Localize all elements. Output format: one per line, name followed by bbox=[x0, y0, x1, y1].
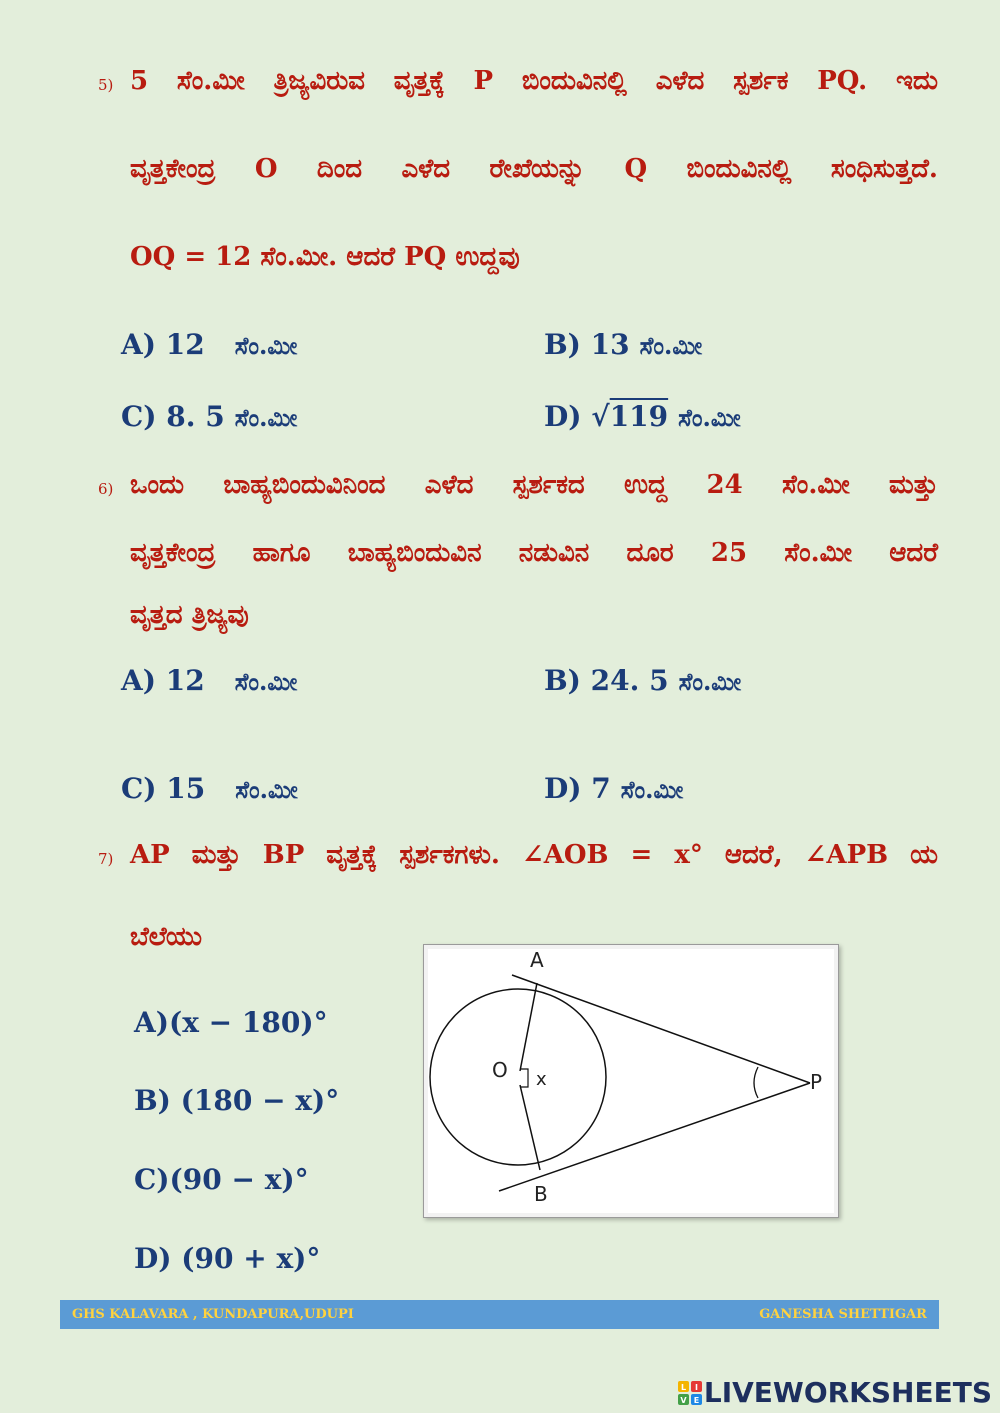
angle-aob-marker bbox=[520, 1069, 528, 1087]
q5-option-a-label: A) 12 bbox=[121, 328, 205, 361]
label-p: P bbox=[810, 1070, 823, 1094]
label-o: O bbox=[492, 1058, 508, 1082]
q7-option-a[interactable]: A)(x − 180)° bbox=[134, 1006, 328, 1039]
q6-option-c-label: C) 15 bbox=[121, 772, 206, 805]
q5-option-b-unit: ಸೆಂ.ಮೀ bbox=[639, 331, 703, 360]
q5-option-d-unit: ಸೆಂ.ಮೀ bbox=[678, 403, 741, 432]
radius-oa bbox=[520, 983, 537, 1071]
q6-option-c-unit: ಸೆಂ.ಮೀ bbox=[235, 775, 298, 804]
svg-text:E: E bbox=[693, 1396, 700, 1405]
tangent-bp bbox=[499, 1083, 810, 1191]
question-7-line-1: AP ಮತ್ತು BP ವೃತ್ತಕ್ಕೆ ಸ್ಪರ್ಶಕಗಳು. ∠AOB = x° ಆದರೆ, ∠APB ಯ bbox=[130, 840, 938, 870]
liveworksheets-logo-icon bbox=[678, 1381, 702, 1405]
q5-option-c-unit: ಸೆಂ.ಮೀ bbox=[234, 403, 298, 432]
q6-option-d[interactable] bbox=[544, 772, 683, 805]
question-5-line-3: OQ = 12 ಸೆಂ.ಮೀ. ಆದರೆ PQ ಉದ್ದವು bbox=[130, 242, 520, 272]
question-6-number: 6) bbox=[98, 480, 114, 498]
svg-text:L: L bbox=[680, 1383, 686, 1392]
tangent-ap bbox=[512, 975, 810, 1083]
tangent-diagram-svg bbox=[424, 945, 838, 1217]
svg-text:I: I bbox=[694, 1383, 698, 1392]
q5-option-a-unit: ಸೆಂ.ಮೀ bbox=[234, 331, 298, 360]
footer-author: GANESHA SHETTIGAR bbox=[759, 1307, 927, 1322]
q6-option-b-label: B) 24. 5 bbox=[544, 664, 669, 697]
question-6-line-1: ಒಂದು ಬಾಹ್ಯಬಿಂದುವಿನಿಂದ ಎಳೆದ ಸ್ಪರ್ಶಕದ ಉದ್ದ 24 ಸೆಂ.ಮೀ ಮತ್ತು bbox=[130, 470, 938, 500]
q7-option-d[interactable]: D) (90 + x)° bbox=[134, 1242, 321, 1275]
question-7-line-2: ಬೆಲೆಯು bbox=[130, 922, 202, 952]
liveworksheets-brand[interactable] bbox=[678, 1376, 992, 1410]
circle bbox=[430, 989, 606, 1165]
question-5-number: 5) bbox=[98, 76, 114, 94]
q5-option-d[interactable] bbox=[544, 400, 741, 433]
q6-option-a[interactable] bbox=[121, 664, 297, 697]
q5-option-a[interactable] bbox=[121, 328, 297, 361]
label-a: A bbox=[530, 948, 544, 972]
q5-option-b[interactable] bbox=[544, 328, 702, 361]
q7-option-b[interactable]: B) (180 − x)° bbox=[134, 1084, 340, 1117]
question-5-line-2: ವೃತ್ತಕೇಂದ್ರ O ದಿಂದ ಎಳೆದ ರೇಖೆಯನ್ನು Q ಬಿಂದುವಿನಲ್ಲಿ ಸಂಧಿಸುತ್ತದೆ. bbox=[130, 154, 938, 184]
q6-option-a-unit: ಸೆಂ.ಮೀ bbox=[234, 667, 298, 696]
q5-option-b-label: B) 13 bbox=[544, 328, 630, 361]
q6-option-d-label: D) 7 bbox=[544, 772, 611, 805]
question-7-number: 7) bbox=[98, 850, 114, 868]
label-b: B bbox=[534, 1182, 548, 1206]
tangent-diagram bbox=[423, 944, 839, 1218]
question-5-line-1: 5 ಸೆಂ.ಮೀ ತ್ರಿಜ್ಯವಿರುವ ವೃತ್ತಕ್ಕೆ P ಬಿಂದುವಿನಲ್ಲಿ ಎಳೆದ ಸ್ಪರ್ಶಕ PQ. ಇದು bbox=[130, 66, 938, 96]
q6-option-a-label: A) 12 bbox=[121, 664, 205, 697]
q6-option-d-unit: ಸೆಂ.ಮೀ bbox=[620, 775, 684, 804]
svg-text:V: V bbox=[680, 1396, 687, 1405]
angle-apb-marker bbox=[754, 1067, 758, 1098]
label-x: x bbox=[536, 1069, 547, 1090]
q5-option-c-label: C) 8. 5 bbox=[121, 400, 225, 433]
footer-school: GHS KALAVARA , KUNDAPURA,UDUPI bbox=[72, 1307, 354, 1322]
radius-ob bbox=[520, 1085, 540, 1170]
q6-option-b[interactable] bbox=[544, 664, 741, 697]
q5-option-d-radicand: 119 bbox=[609, 400, 669, 433]
liveworksheets-wordmark: LIVEWORKSHEETS bbox=[703, 1376, 992, 1409]
q5-option-d-prefix: D) √ bbox=[544, 400, 610, 433]
q7-option-c[interactable]: C)(90 − x)° bbox=[134, 1163, 309, 1196]
q6-option-b-unit: ಸೆಂ.ಮೀ bbox=[678, 667, 742, 696]
question-6-line-2: ವೃತ್ತಕೇಂದ್ರ ಹಾಗೂ ಬಾಹ್ಯಬಿಂದುವಿನ ನಡುವಿನ ದೂರ 25 ಸೆಂ.ಮೀ ಆದರೆ bbox=[130, 538, 938, 568]
question-6-line-3: ವೃತ್ತದ ತ್ರಿಜ್ಯವು bbox=[130, 600, 249, 630]
q6-option-c[interactable] bbox=[121, 772, 298, 805]
footer-band bbox=[60, 1300, 939, 1329]
q5-option-c[interactable] bbox=[121, 400, 297, 433]
